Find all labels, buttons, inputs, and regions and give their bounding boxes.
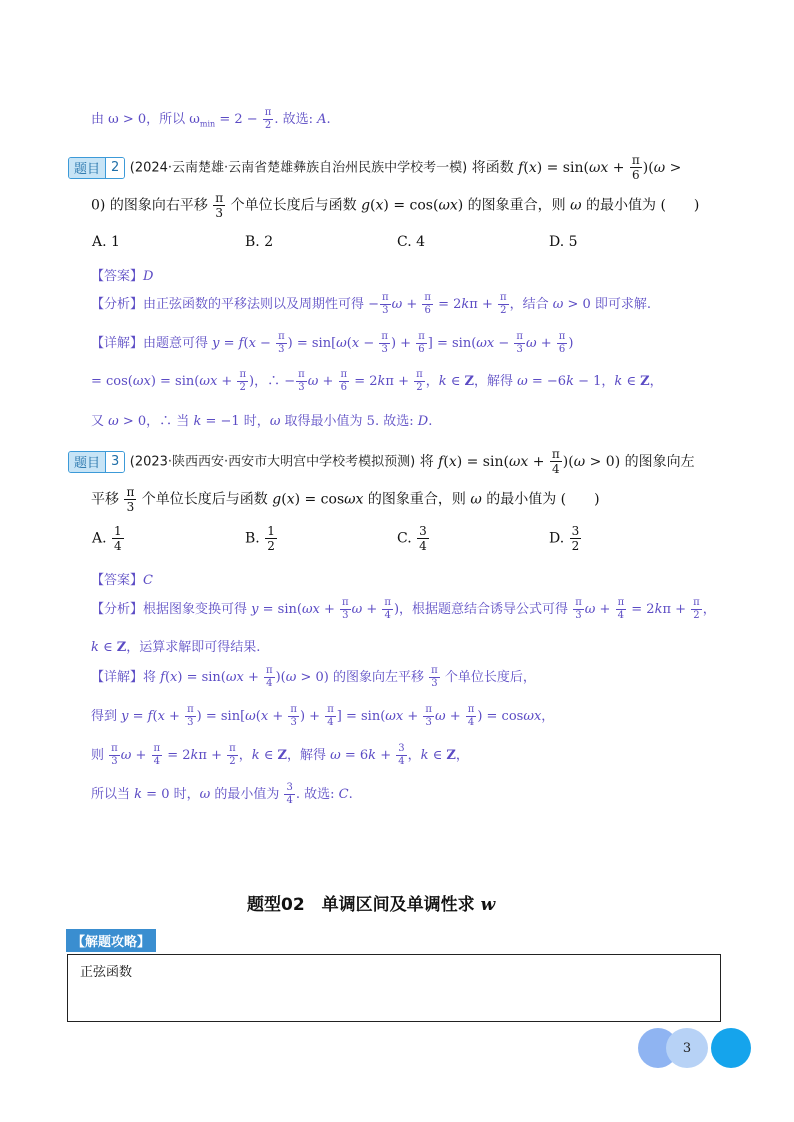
- q3-answer: 【答案】C: [91, 573, 153, 588]
- q3-badge: [68, 451, 125, 473]
- q2-badge-num: 2: [105, 158, 124, 178]
- q3-detail-2: 得到 y = f(x + $\frac{\pi}{3}$ ) = sin[ω(x + $\frac{\pi}{3}$ ) + $\frac{\pi}{4}$ ] = sin(ωx + $\frac{\pi}{3}$ ω + $\frac{\pi}{4}$ ) = cosωx，: [91, 704, 555, 728]
- q3-badge-num: 3: [105, 452, 124, 472]
- page-circle-right: [711, 1028, 751, 1068]
- q2-answer: 【答案】D: [91, 269, 154, 284]
- q2-choice-a: A. 1: [92, 234, 120, 250]
- q3-stem-1: 将 f(x) = sin(ωx + $\frac{\pi}{4}$ )(ω > 0) 的图象向左: [419, 447, 695, 476]
- q3-detail-3: 则 $\frac{\pi}{3}$ ω + $\frac{\pi}{4}$ = 2kπ + $\frac{\pi}{2}$ ，k ∈ Z，解得 ω = 6k + $\frac{3}{4}$ ，k ∈ Z，: [91, 743, 469, 767]
- q3-header: [68, 448, 695, 475]
- q2-source: (2024·云南楚雄·云南省楚雄彝族自治州民族中学校考一模): [129, 160, 468, 176]
- q3-choice-a: A. $\frac{1}{4}$: [92, 524, 122, 553]
- q3-badge-label: 题目: [69, 452, 105, 472]
- section-title: [247, 890, 495, 915]
- q3-detail-1: 【详解】将 f(x) = sin(ωx + $\frac{\pi}{4}$ )(ω > 0) 的图象向左平移 $\frac{\pi}{3}$ 个单位长度后，: [91, 665, 536, 689]
- q3-analysis-1: 【分析】根据图象变换可得 y = sin(ωx + $\frac{\pi}{3}$ ω + $\frac{\pi}{4}$ )，根据题意结合诱导公式可得 $\frac{\pi}{3}$ ω + $\frac{\pi}{4}$ = 2kπ + $\frac{\pi}{2}$ ，: [91, 597, 716, 621]
- section-title-var: w: [480, 895, 496, 915]
- q3-stem-2: 平移 $\frac{\pi}{3}$ 个单位长度后与函数 g(x) = cosωx 的图象重合，则 ω 的最小值为 ( ): [91, 485, 600, 514]
- q2-analysis: 【分析】由正弦函数的平移法则以及周期性可得 − $\frac{\pi}{3}$ ω + $\frac{\pi}{6}$ = 2kπ + $\frac{\pi}{2}$ ，结合 ω > 0 即可求解.: [91, 292, 652, 316]
- q2-choice-b: B. 2: [245, 234, 274, 250]
- q2-header: [68, 154, 681, 181]
- top-solution-line: 由 ω > 0，所以 $\omega_{min} = 2$ − $\frac{\pi}{2}$ . 故选: A.: [91, 107, 331, 131]
- q2-badge: [68, 157, 125, 179]
- q3-choice-b: B. $\frac{1}{2}$: [245, 524, 275, 553]
- strategy-label: 【解题攻略】: [66, 929, 156, 952]
- q3-analysis-2: k ∈ Z，运算求解即可得结果.: [91, 640, 261, 655]
- q2-badge-label: 题目: [69, 158, 105, 178]
- page-number: 3: [666, 1028, 708, 1068]
- q2-stem-1: 将函数 f(x) = sin(ωx + $\frac{\pi}{6}$ )(ω >: [471, 153, 682, 182]
- q3-detail-4: 所以当 k = 0 时，ω 的最小值为 $\frac{3}{4}$ . 故选: C.: [91, 782, 353, 806]
- q2-choice-c: C. 4: [397, 234, 426, 250]
- strategy-box-text: 正弦函数: [80, 965, 133, 980]
- q3-source: (2023·陕西西安·西安市大明宫中学校考模拟预测): [129, 454, 416, 470]
- q2-choice-d: D. 5: [549, 234, 578, 250]
- section-title-text: 题型02 单调区间及单调性求: [247, 895, 475, 915]
- q3-choice-d: D. $\frac{3}{2}$: [549, 524, 580, 553]
- q2-detail-2: = cos(ωx) = sin(ωx + $\frac{\pi}{2}$ )，∴ − $\frac{\pi}{3}$ ω + $\frac{\pi}{6}$ = 2kπ + $\frac{\pi}{2}$ ，k ∈ Z，解得 ω = −6k − 1，k ∈ Z，: [91, 369, 663, 393]
- q2-detail-3: 又 ω > 0，∴ 当 k = −1 时，ω 取得最小值为 5. 故选: D.: [91, 414, 433, 429]
- q2-stem-2: 0) 的图象向右平移 $\frac{\pi}{3}$ 个单位长度后与函数 g(x) = cos(ωx) 的图象重合，则 ω 的最小值为 ( ): [91, 191, 700, 220]
- q2-detail-1: 【详解】由题意可得 y = f(x − $\frac{\pi}{3}$ ) = sin[ω(x − $\frac{\pi}{3}$ ) + $\frac{\pi}{6}$ ] = sin(ωx − $\frac{\pi}{3}$ ω + $\frac{\pi}{6}$ ): [91, 331, 574, 355]
- strategy-box: [67, 954, 721, 1022]
- q3-choice-c: C. $\frac{3}{4}$: [397, 524, 427, 553]
